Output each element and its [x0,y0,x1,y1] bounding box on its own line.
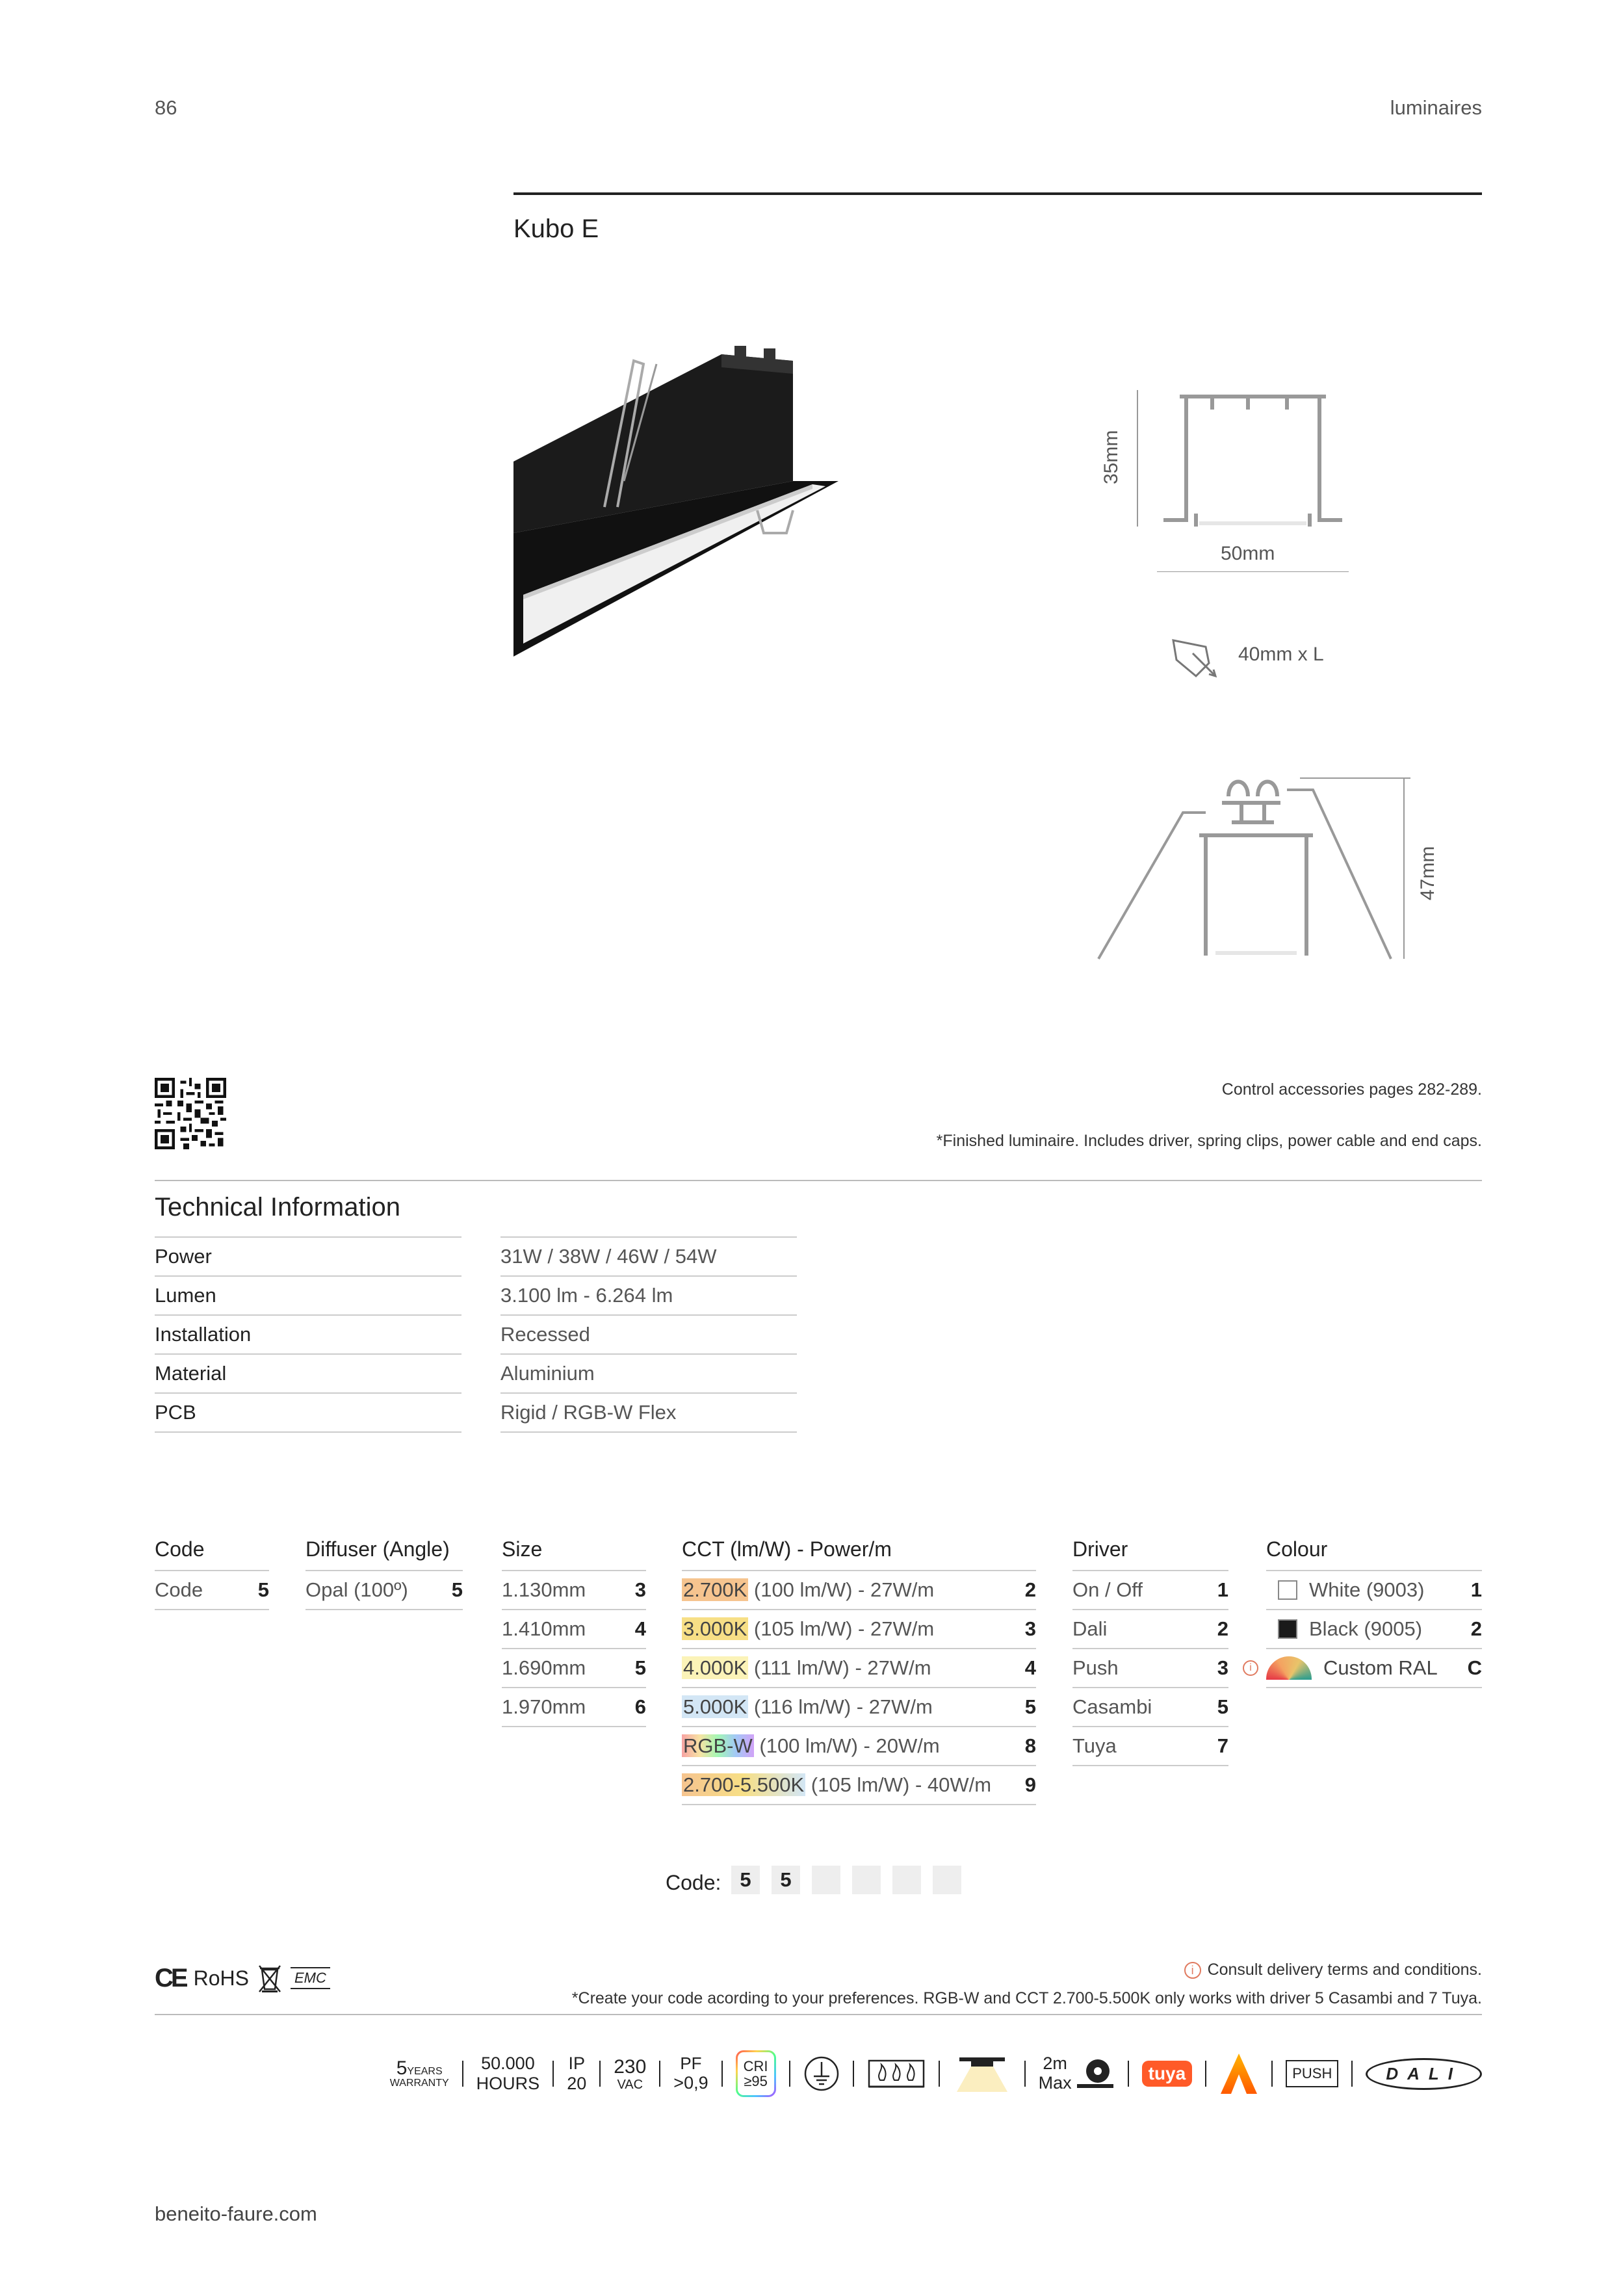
cct-option-label [682,1656,931,1680]
tech-value: 31W / 38W / 46W / 54W [500,1236,797,1275]
ip-label: IP [568,2053,585,2073]
size-column-end [502,1726,646,1727]
colour-column-end [1266,1687,1482,1688]
size-option [502,1648,646,1687]
header-diffuser: Diffuser (Angle) [305,1537,450,1561]
pf-badge [673,2054,708,2094]
cct-option-label [682,1773,991,1797]
warranty-badge [390,2058,449,2089]
header-size: Size [502,1537,543,1561]
cct-option-code: 2 [1024,1578,1036,1601]
cct-tag: 3.000K [683,1617,747,1640]
cct-option-label [682,1695,933,1719]
cri-label: CRI [743,2057,768,2074]
cct-option-code: 3 [1024,1617,1036,1640]
hours-badge [476,2054,540,2094]
dali-label: DALI [1386,2063,1462,2083]
cable-length-number: 2m [1043,2054,1067,2074]
warranty-number: 5 [396,2057,408,2079]
cutout-dimension: 40mm x L [1238,644,1324,665]
driver-option-label: Tuya [1072,1734,1117,1757]
ip-value: 20 [567,2074,587,2093]
code-builder-label: Code: [666,1871,721,1894]
size-option-label: 1.410mm [502,1617,586,1640]
cct-option [682,1609,1036,1648]
title-rule [513,192,1482,195]
saw-icon [1076,2055,1115,2092]
header-cct: CCT (lm/W) - Power/m [682,1537,892,1561]
cct-tag: 4.000K [683,1656,747,1679]
cct-option-code: 5 [1024,1695,1036,1718]
earth-ground-icon [803,2055,840,2092]
hours-number: 50.000 [481,2053,535,2073]
colour-option [1266,1570,1482,1609]
cutout-icon [1170,634,1222,686]
finished-luminaire-note: *Finished luminaire. Includes driver, spring clips, power cable and end caps. [936,1132,1482,1150]
driver-option [1072,1570,1228,1609]
driver-option [1072,1648,1228,1687]
cct-option-label [682,1578,934,1602]
header-code: Code [155,1537,205,1561]
driver-option-code: 3 [1217,1656,1228,1679]
cri-badge [736,2050,776,2097]
header-colour: Colour [1266,1537,1328,1561]
code-option-label: Code [155,1578,203,1601]
size-option [502,1687,646,1726]
tech-table-end [500,1431,797,1433]
cct-option [682,1648,1036,1687]
fire-protection-icon [867,2054,926,2093]
colour-label: Custom RAL [1323,1656,1438,1679]
diffuser-option-label: Opal (100º) [305,1578,408,1601]
driver-option-code: 2 [1217,1617,1228,1640]
tuya-label: tuya [1148,2063,1186,2083]
code-option-code: 5 [257,1578,269,1601]
header-driver: Driver [1072,1537,1128,1561]
weee-bin-icon [257,1963,283,1993]
tech-value: Recessed [500,1314,797,1353]
driver-option-code: 7 [1217,1734,1228,1757]
recessed-height-dimension: 47mm [1417,846,1438,900]
cct-option [682,1726,1036,1765]
features-bar [273,2044,1482,2103]
diffuser-option [305,1570,463,1609]
driver-option-label: Push [1072,1656,1119,1679]
ip-badge [567,2054,586,2094]
tech-label: Power [155,1236,461,1275]
recessed-light-icon [953,2054,1011,2093]
driver-option-label: Casambi [1072,1695,1152,1718]
certifications [155,1963,330,1993]
ce-mark: CE [155,1963,186,1992]
info-icon: i [1184,1962,1201,1979]
voltage-number: 230 [614,2055,647,2078]
product-title: Kubo E [513,215,599,243]
bottom-rule [155,2014,1482,2015]
driver-option-label: Dali [1072,1617,1108,1640]
tech-label: Lumen [155,1275,461,1314]
colour-option [1266,1609,1482,1648]
diffuser-option-code: 5 [451,1578,463,1601]
tech-label: Installation [155,1314,461,1353]
cct-detail: (105 lm/W) - 27W/m [748,1617,935,1640]
colour-swatch [1278,1580,1297,1600]
cct-option-label [682,1617,934,1641]
code-option [155,1570,269,1609]
recessed-section-drawing [1092,770,1417,972]
size-option-label: 1.130mm [502,1578,586,1601]
driver-option-code: 1 [1217,1578,1228,1601]
cct-column-end [682,1804,1036,1805]
tech-label: Material [155,1353,461,1392]
size-option-label: 1.690mm [502,1656,586,1679]
tech-value: Aluminium [500,1353,797,1392]
cct-option-label [682,1734,940,1758]
cct-option [682,1687,1036,1726]
warranty-label: WARRANTY [389,2078,449,2089]
cct-detail: (100 lm/W) - 27W/m [748,1578,935,1601]
colour-option-label [1266,1617,1422,1641]
size-option-code: 5 [634,1656,646,1679]
cri-value: ≥95 [744,2073,768,2089]
cct-option-code: 4 [1024,1656,1036,1679]
code-column-end [155,1609,269,1610]
code-box[interactable] [812,1866,840,1894]
push-label: PUSH [1292,2065,1332,2081]
driver-column-end [1072,1765,1228,1766]
info-icon: i [1243,1660,1258,1676]
technical-information-title: Technical Information [155,1193,400,1221]
tech-value: Rigid / RGB-W Flex [500,1392,797,1431]
colour-option-code: 2 [1470,1617,1482,1640]
width-dimension: 50mm [1221,543,1275,564]
cct-tag: 5.000K [683,1695,747,1718]
cct-option [682,1765,1036,1804]
consult-note [1184,1961,1482,1979]
control-accessories-note: Control accessories pages 282-289. [1221,1080,1482,1099]
cct-detail: (105 lm/W) - 40W/m [805,1773,992,1796]
casambi-logo-icon [1219,2052,1258,2095]
cct-option-code: 8 [1024,1734,1036,1757]
colour-swatch [1278,1619,1297,1639]
colour-option-label [1266,1578,1424,1602]
code-box[interactable]: 5 [731,1866,760,1894]
driver-option [1072,1687,1228,1726]
driver-option-code: 5 [1217,1695,1228,1718]
size-option [502,1609,646,1648]
colour-label: White (9003) [1309,1578,1425,1601]
code-box[interactable] [892,1866,921,1894]
warranty-years: YEARS [407,2065,443,2077]
driver-option [1072,1726,1228,1765]
size-option-code: 6 [634,1695,646,1718]
cct-option [682,1570,1036,1609]
cct-option-code: 9 [1024,1773,1036,1796]
rohs-mark: RoHS [193,1966,249,1990]
height-dimension: 35mm [1100,430,1122,484]
voltage-label: VAC [617,2077,643,2092]
driver-option [1072,1609,1228,1648]
size-option-code: 4 [634,1617,646,1640]
dali-logo [1366,2058,1482,2090]
cct-tag: 2.700K [683,1578,747,1601]
code-box[interactable] [852,1866,881,1894]
colour-option-code: 1 [1470,1578,1482,1601]
tech-label: PCB [155,1392,461,1431]
colour-wheel-icon [1266,1656,1312,1680]
create-code-note: *Create your code acording to your preferences. RGB-W and CCT 2.700-5.500K only works with driver 5 Casambi and 7 Tuya. [571,1989,1482,2007]
cct-detail: (100 lm/W) - 20W/m [753,1734,940,1757]
hours-label: HOURS [476,2074,540,2093]
size-option-code: 3 [634,1578,646,1601]
size-option [502,1570,646,1609]
qr-code [155,1078,226,1149]
colour-option [1249,1648,1482,1687]
section-rule [155,1180,1482,1181]
voltage-badge [614,2056,646,2092]
cct-detail: (111 lm/W) - 27W/m [748,1656,931,1679]
driver-option-label: On / Off [1072,1578,1143,1601]
code-box[interactable] [933,1866,961,1894]
pf-value: >0,9 [673,2073,708,2093]
cct-detail: (116 lm/W) - 27W/m [748,1695,933,1718]
product-render [507,338,845,663]
tech-value: 3.100 lm - 6.264 lm [500,1275,797,1314]
pf-label: PF [680,2053,702,2073]
push-badge [1286,2060,1338,2087]
size-option-label: 1.970mm [502,1695,586,1718]
tech-table-end [155,1431,461,1433]
emc-mark: EMC [291,1967,330,1989]
colour-option-code: C [1467,1656,1482,1679]
diffuser-column-end [305,1609,463,1610]
cable-length-badge [1039,2054,1115,2093]
cct-tag: RGB-W [683,1734,753,1757]
section-label: luminaires [1390,96,1482,119]
code-box[interactable]: 5 [772,1866,800,1894]
page-number: 86 [155,96,177,119]
colour-label: Black (9005) [1309,1617,1423,1640]
website: beneito-faure.com [155,2202,317,2225]
cct-tag: 2.700-5.500K [683,1773,805,1796]
consult-note-text: Consult delivery terms and conditions. [1207,1961,1482,1979]
tuya-logo [1142,2061,1193,2087]
colour-option-label [1249,1656,1438,1680]
cable-length-label: Max [1038,2073,1072,2093]
